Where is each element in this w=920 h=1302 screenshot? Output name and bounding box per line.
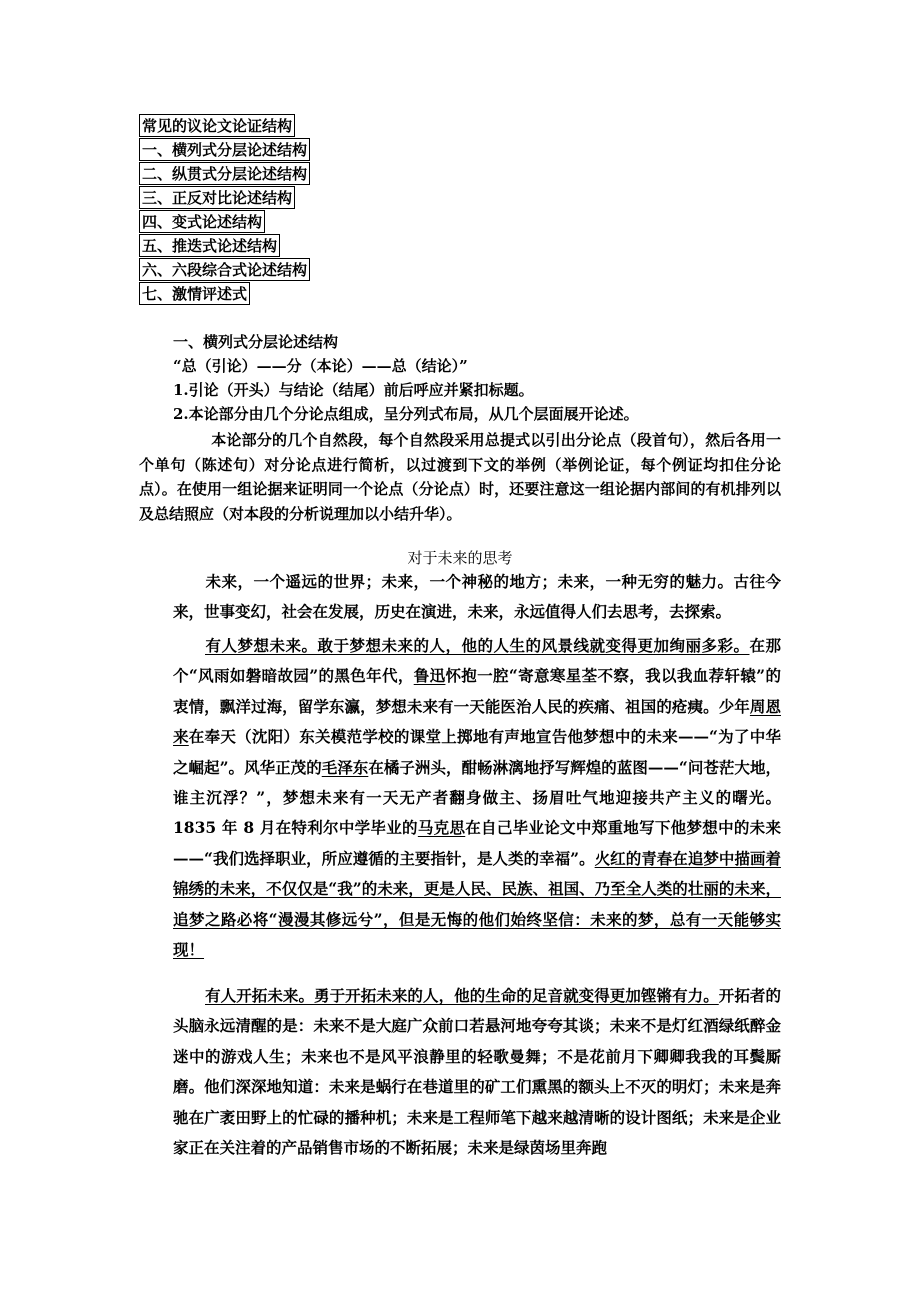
explanation-text: 本论部分的几个自然段，每个自然段采用总提式以引出分论点（段首句），然后各用一个单句（陈述句）对分论点进行简析，以过渡到下文的举例（举例论证，每个例证均扣住分论点）。在使用一组论据来证明同一个论点（分论点）时，还要注意这一组论据内部间的有机排列以及总结照应（对本段的分析说理加以小结升华）。 bbox=[139, 431, 781, 523]
paragraph-text: 开拓者的头脑永远清醒的是：未来不是大庭广众前口若悬河地夸夸其谈；未来不是灯红酒绿纸醉金迷中的游戏人生；未来也不是风平浪静里的轻歌曼舞；不是花前月下卿卿我我的耳鬓厮磨。他们深深地知道：未来是蜗行在巷道里的矿工们熏黑的额头上不灭的明灯；未来是奔驰在广袤田野上的忙碌的播种机；未来是工程师笔下越来越清晰的设计图纸；未来是企业家正在关注着的产品销售市场的不断拓展；未来是绿茵场里奔跑 bbox=[173, 986, 781, 1158]
toc-item: 三、正反对比论述结构 bbox=[139, 186, 295, 209]
essay-title: 对于未来的思考 bbox=[407, 549, 513, 567]
topic-sentence: 有人开拓未来。勇于开拓未来的人，他的生命的足音就变得更加铿锵有力。 bbox=[205, 986, 719, 1005]
essay-paragraph-1 bbox=[173, 567, 781, 628]
toc-item: 一、横列式分层论述结构 bbox=[139, 138, 310, 161]
essay-paragraph-3 bbox=[173, 981, 781, 1163]
explanation-paragraph bbox=[139, 428, 781, 526]
summary-sentence: 火红的青春在追梦中描画着锦绣的未来，不仅仅是“我”的未来，更是人民、民族、祖国、乃至全人类的壮丽的未来，追梦之路必将“漫漫其修远兮”，但是无悔的他们始终坚信：未来的梦，总有一天能够实现！ bbox=[173, 848, 781, 960]
person-name: 马克思 bbox=[417, 818, 466, 838]
toc-item: 二、纵贯式分层论述结构 bbox=[139, 162, 310, 185]
table-of-contents bbox=[139, 114, 310, 306]
person-name: 周恩来 bbox=[173, 696, 781, 747]
person-name: 毛泽东 bbox=[321, 757, 369, 777]
paragraph-text: 在奉天（沈阳）东关模范学校的课堂上掷地有声地宣告他梦想中的未来——“为了中华之崛起”。风华正茂的 bbox=[173, 727, 781, 777]
toc-title: 常见的议论文论证结构 bbox=[139, 114, 295, 137]
structure-formula: “总（引论）——分（本论）——总（结论）” bbox=[173, 357, 468, 375]
point-2: 2.本论部分由几个分论点组成，呈分列式布局，从几个层面展开论述。 bbox=[173, 405, 639, 423]
person-name: 鲁迅 bbox=[413, 666, 446, 686]
paragraph-text: 在那个“风雨如磐暗故园”的黑色年代， bbox=[173, 636, 781, 686]
topic-sentence: 有人梦想未来。敢于梦想未来的人，他的人生的风景线就变得更加绚丽多彩。 bbox=[205, 636, 750, 655]
toc-item: 四、变式论述结构 bbox=[139, 210, 265, 233]
toc-item: 六、六段综合式论述结构 bbox=[139, 258, 310, 281]
paragraph-text: 在自己毕业论文中郑重地写下他梦想中的未来——“我们选择职业，所应遵循的主要指针，是人类的幸福”。 bbox=[173, 818, 781, 868]
paragraph-text: 怀抱一腔“寄意寒星荃不察，我以我血荐轩辕”的衷情，飘洋过海，留学东瀛，梦想未来有一天能医治人民的疾痛、祖国的疮痍。少年 bbox=[173, 666, 781, 716]
toc-item: 五、推迭式论述结构 bbox=[139, 234, 280, 257]
paragraph-text: 在橘子洲头，酣畅淋漓地抒写辉煌的蓝图——“问苍茫大地，谁主沉浮？”，梦想未来有一天无产者翻身做主、扬眉吐气地迎接共产主义的曙光。1835 年 8 月在特利尔中学毕业的 bbox=[173, 757, 781, 838]
toc-item: 七、激情评述式 bbox=[139, 282, 250, 305]
paragraph-text: 未来，一个遥远的世界；未来，一个神秘的地方；未来，一种无穷的魅力。古往今来，世事变幻，社会在发展，历史在演进，未来，永远值得人们去思考，去探索。 bbox=[173, 572, 781, 622]
point-1: 1.引论（开头）与结论（结尾）前后呼应并紧扣标题。 bbox=[173, 381, 534, 399]
section-heading: 一、横列式分层论述结构 bbox=[173, 333, 339, 351]
essay-paragraph-2 bbox=[173, 631, 781, 965]
